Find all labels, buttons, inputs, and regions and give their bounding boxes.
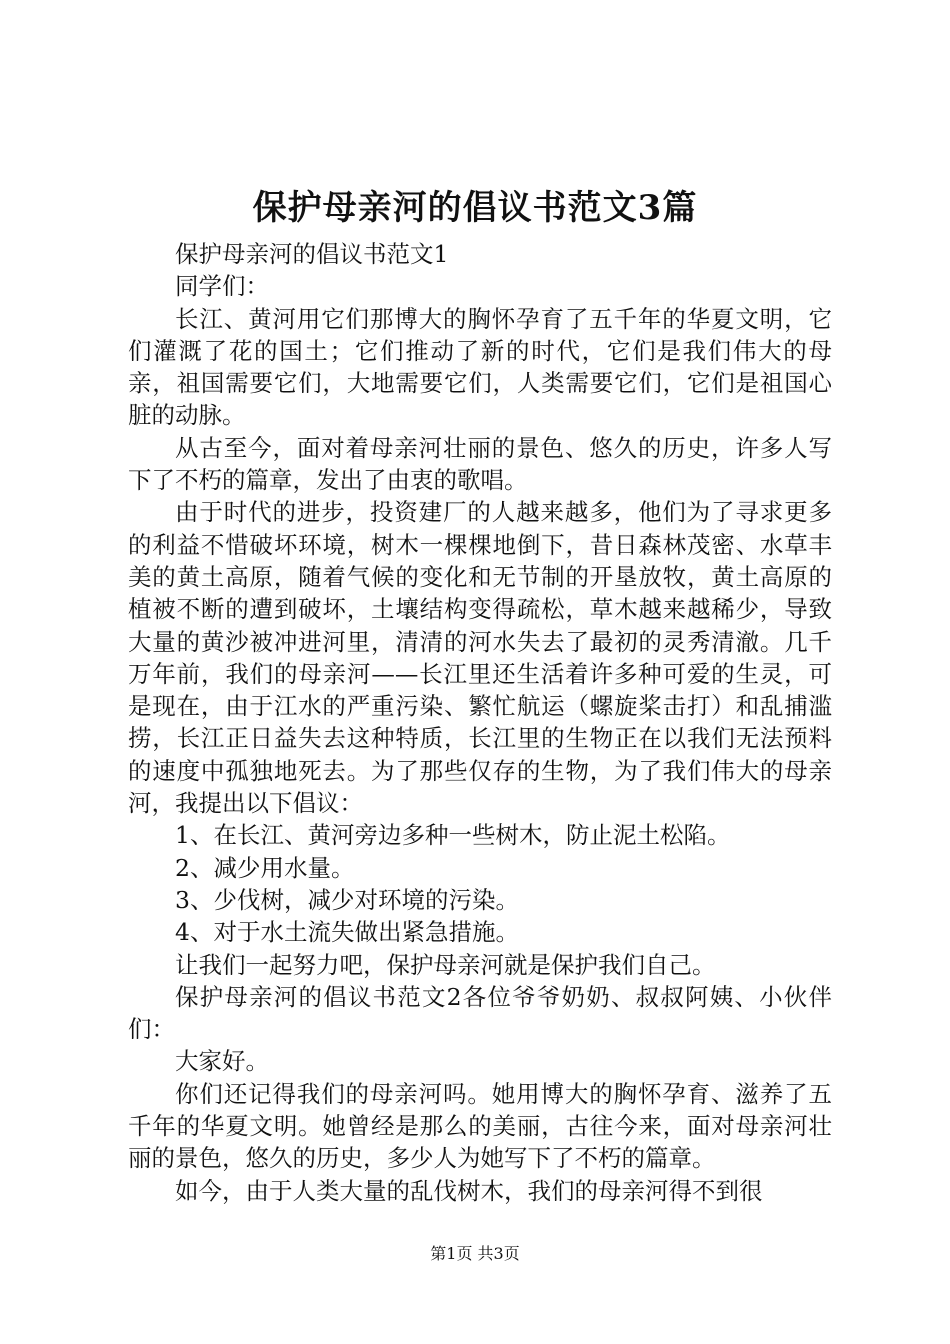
paragraph-body: 你们还记得我们的母亲河吗。她用博大的胸怀孕育、滋养了五千年的华夏文明。她曾经是那么的美丽，古往今来，面对母亲河壮丽的景色，悠久的历史，多少人为她写下了不朽的篇章。 [128,1079,832,1173]
paragraph-body: 由于时代的进步，投资建厂的人越来越多，他们为了寻求更多的利益不惜破坏环境，树木一棵棵地倒下，昔日森林茂密、水草丰美的黄土高原，随着气候的变化和无节制的开垦放牧，黄土高原的植被不断的遭到破坏，土壤结构变得疏松，草木越来越稀少，导致大量的黄沙被冲进河里，清清的河水失去了最初的灵秀清澈。几千万年前，我们的母亲河——长江里还生活着许多种可爱的生灵，可是现在，由于江水的严重污染、繁忙航运（螺旋桨击打）和乱捕滥捞，长江正日益失去这种特质，长江里的生物正在以我们无法预料的速度中孤独地死去。为了那些仅存的生物，为了我们伟大的母亲河，我提出以下倡议： [128,498,832,818]
document-title: 保护母亲河的倡议书范文3篇 [252,188,698,228]
paragraph-section-heading-2: 保护母亲河的倡议书范文2各位爷爷奶奶、叔叔阿姨、小伙伴们： [128,982,832,1044]
proposal-item-4: 4、对于水土流失做出紧急措施。 [175,918,519,947]
page-footer: 第1页 共3页 [430,1244,520,1263]
document-body [128,238,832,1207]
paragraph-body: 从古至今，面对着母亲河壮丽的景色、悠久的历史，许多人写下了不朽的篇章，发出了由衷的歌唱。 [128,433,832,495]
paragraph-closing: 让我们一起努力吧，保护母亲河就是保护我们自己。 [175,950,716,979]
paragraph-salutation-1: 同学们： [175,272,269,301]
paragraph-section-heading-1: 保护母亲河的倡议书范文1 [175,240,449,268]
paragraph-greeting: 大家好。 [175,1047,269,1076]
paragraph-body: 如今，由于人类大量的乱伐树木，我们的母亲河得不到很 [175,1176,763,1205]
proposal-item-3: 3、少伐树，减少对环境的污染。 [175,885,519,914]
proposal-item-2: 2、减少用水量。 [175,853,355,882]
proposal-item-1: 1、在长江、黄河旁边多种一些树木，防止泥土松陷。 [175,821,731,850]
paragraph-body: 长江、黄河用它们那博大的胸怀孕育了五千年的华夏文明，它们灌溉了花的国土；它们推动了新的时代，它们是我们伟大的母亲，祖国需要它们，大地需要它们，人类需要它们，它们是祖国心脏的动脉。 [128,304,832,430]
